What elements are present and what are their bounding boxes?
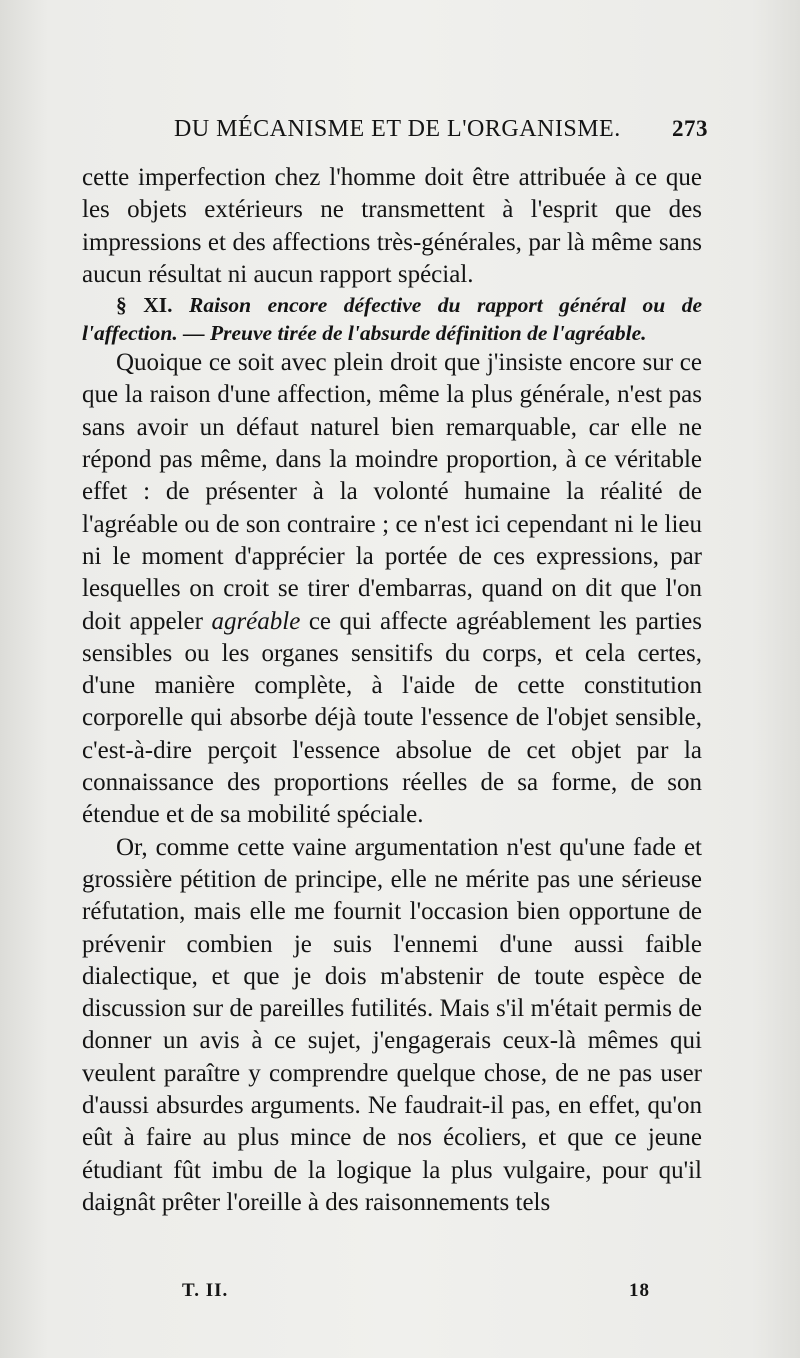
- section-number: § XI.: [116, 293, 173, 318]
- running-title: DU MÉCANISME ET DE L'ORGANISME.: [174, 116, 621, 142]
- paragraph-text-before: Quoique ce soit avec plein droit que j'insiste encore sur ce que la raison d'une affection, même la plus générale, n'est pas sans avoir un défaut naturel bien remarquable, car elle ne répond pas même, dans la moindre proportion, à ce véritable effet : de présenter à la volonté humaine la réalité de l'agréable ou de son contraire ; ce n'est ici cependant ni le lieu ni le moment d'apprécier la portée de ces expressions, par lesquelles on croit se tirer d'embarras, quand on dit que l'on doit appeler: [82, 349, 702, 635]
- signature-mark: 18: [629, 1280, 650, 1301]
- section-heading: [82, 291, 702, 347]
- italic-term: agréable: [211, 607, 301, 635]
- section-title: Raison encore défective du rapport général ou de l'affection. — Preuve tirée de l'absurde définition de l'agréable.: [82, 293, 702, 346]
- paragraph-continuation: cette imperfection chez l'homme doit être attribuée à ce que les objets extérieurs ne transmettent à l'esprit que des impressions et des affections très-générales, par là même sans aucun résultat ni aucun rapport spécial.: [82, 164, 702, 288]
- paragraph-or-comme: Or, comme cette vaine argumentation n'est qu'une fade et grossière pétition de principe, elle ne mérite pas une sérieuse réfutation, mais elle me fournit l'occasion bien opportune de prévenir combien je suis l'ennemi d'une aussi faible dialectique, et que je dois m'abstenir de toute espèce de discussion sur de pareilles futilités. Mais s'il m'était permis de donner un avis à ce sujet, j'engagerais ceux-là mêmes qui veulent paraître y comprendre quelque chose, de ne pas user d'aussi absurdes arguments. Ne faudrait-il pas, en effet, qu'on eût à faire au plus mince de nos écoliers, et que ce jeune étudiant fût imbu de la logique la plus vulgaire, pour qu'il daignât prêter l'oreille à des raisonnements tels: [82, 833, 702, 1216]
- page-number: 273: [672, 116, 708, 141]
- paragraph-text-after: ce qui affecte agréablement les parties sensibles ou les organes sensitifs du corps, et cela certes, d'une manière complète, à l'aide de cette constitution corporelle qui absorbe déjà toute l'essence de l'objet sensible, c'est-à-dire perçoit l'essence absolue de cet objet par la connaissance des proportions réelles de sa forme, de son étendue et de sa mobilité spéciale.: [82, 607, 703, 829]
- volume-mark: T. II.: [182, 1280, 229, 1301]
- page-footer: [182, 1280, 650, 1302]
- running-header: [174, 116, 708, 143]
- page-body: [82, 162, 702, 1219]
- paragraph-quoique: [82, 347, 702, 831]
